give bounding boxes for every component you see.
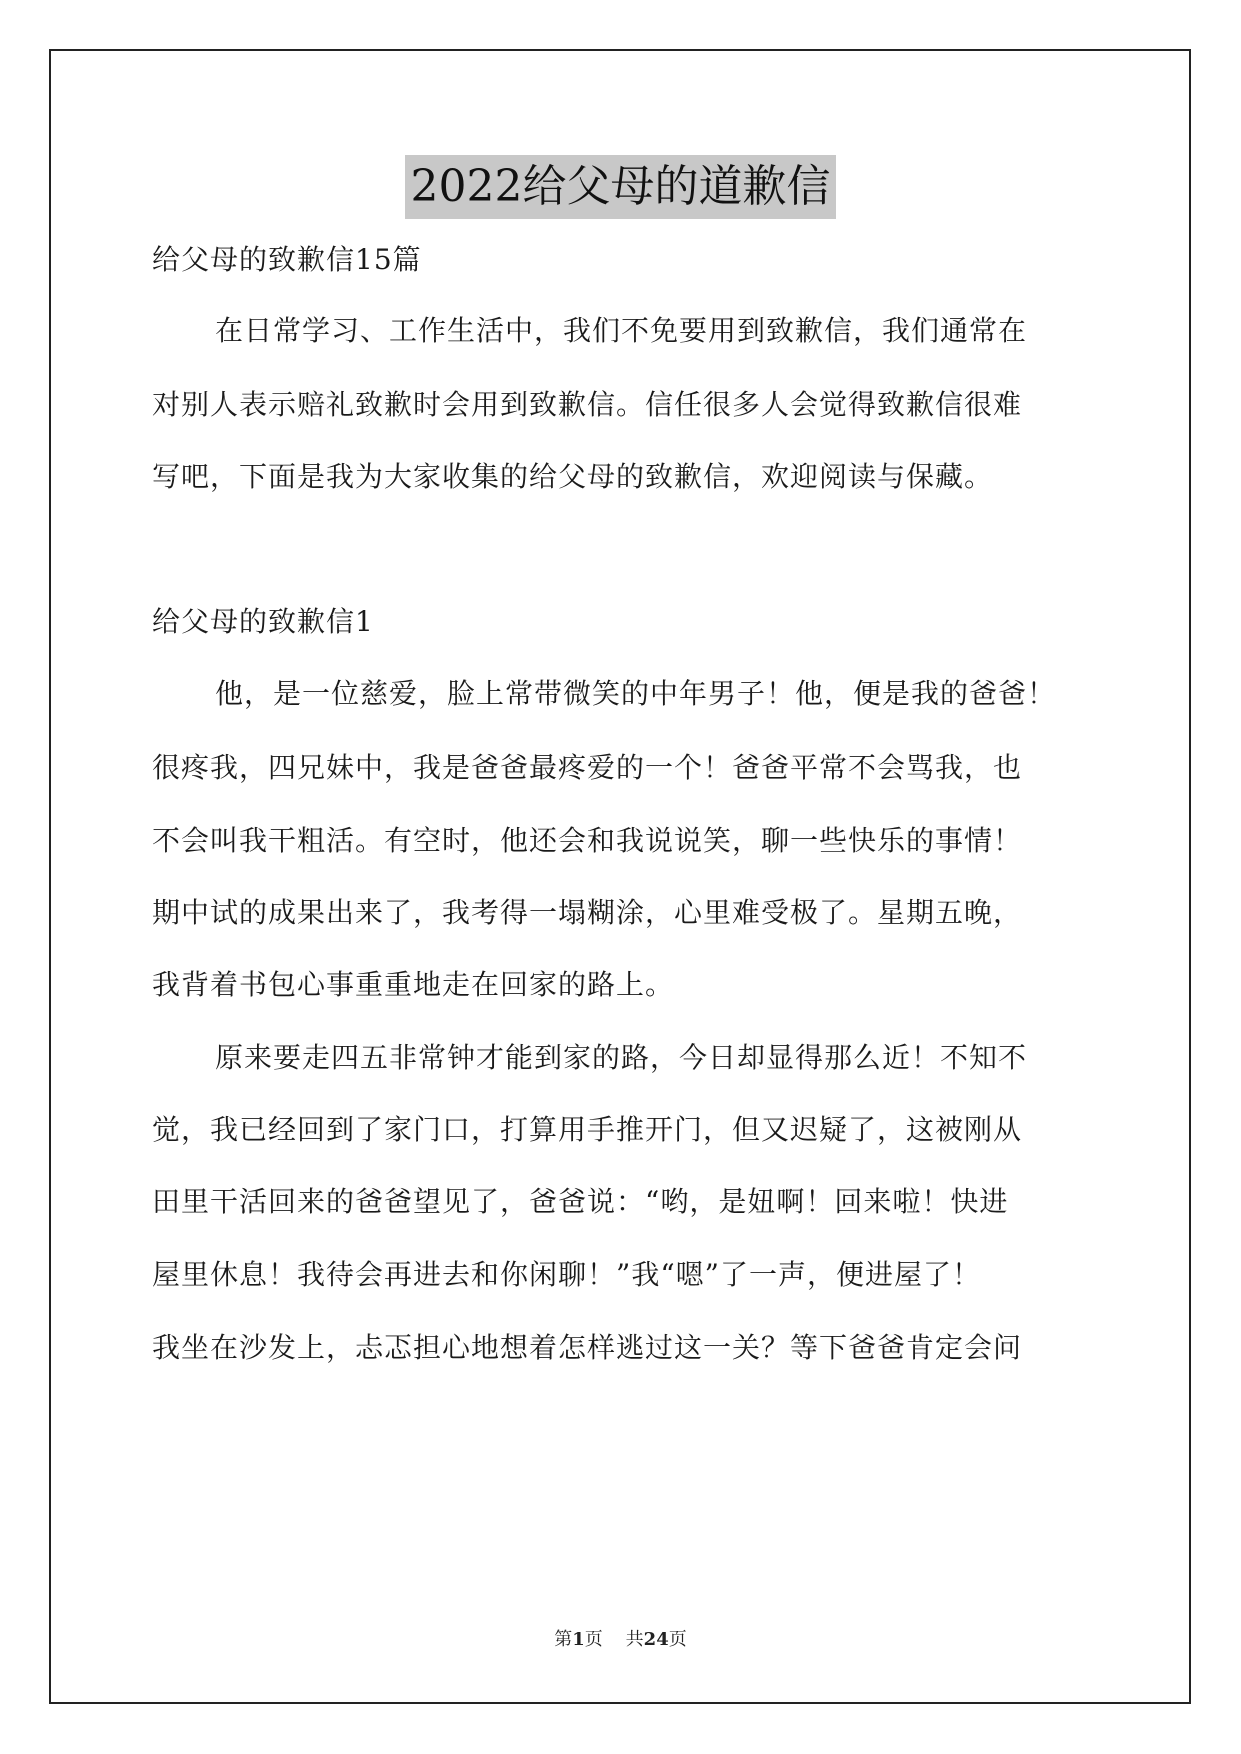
- paragraph2-line-5: 我坐在沙发上，忐忑担心地想着怎样逃过这一关？等下爸爸肯定会问: [152, 1331, 1023, 1364]
- paragraph1-line-4: 期中试的成果出来了，我考得一塌糊涂，心里难受极了。星期五晚，: [152, 896, 1023, 929]
- section-heading: 给父母的致歉信1: [152, 605, 374, 638]
- page-prefix: 第: [554, 1629, 573, 1650]
- page-total: 24: [643, 1629, 669, 1650]
- page-current: 1: [572, 1629, 585, 1650]
- intro-line-3: 写吧，下面是我为大家收集的给父母的致歉信，欢迎阅读与保藏。: [152, 460, 994, 493]
- paragraph2-line-1: 原来要走四五非常钟才能到家的路，今日却显得那么近！不知不: [215, 1041, 1028, 1074]
- page-suffix: 页: [584, 1629, 603, 1650]
- intro-line-1: 在日常学习、工作生活中，我们不免要用到致歉信，我们通常在: [215, 314, 1028, 347]
- paragraph1-line-3: 不会叫我干粗活。有空时，他还会和我说说笑，聊一些快乐的事情！: [152, 824, 1023, 857]
- document-subtitle: 给父母的致歉信15篇: [152, 243, 422, 276]
- page-border: [49, 49, 1191, 1704]
- paragraph2-line-2: 觉，我已经回到了家门口，打算用手推开门，但又迟疑了，这被刚从: [152, 1113, 1023, 1146]
- total-suffix: 页: [668, 1629, 687, 1650]
- document-title: 2022给父母的道歉信: [405, 155, 837, 219]
- page-footer: [0, 1628, 1241, 1652]
- intro-line-2: 对别人表示赔礼致歉时会用到致歉信。信任很多人会觉得致歉信很难: [152, 388, 1023, 421]
- paragraph2-line-4: 屋里休息！我待会再进去和你闲聊！”我“嗯”了一声，便进屋了！: [152, 1258, 981, 1291]
- paragraph1-line-5: 我背着书包心事重重地走在回家的路上。: [152, 968, 675, 1001]
- paragraph1-line-1: 他，是一位慈爱，脸上常带微笑的中年男子！他，便是我的爸爸！: [215, 677, 1057, 710]
- total-prefix: 共: [625, 1629, 644, 1650]
- title-container: [0, 155, 1241, 219]
- paragraph2-line-3: 田里干活回来的爸爸望见了，爸爸说：“哟，是妞啊！回来啦！快进: [152, 1185, 1009, 1218]
- paragraph1-line-2: 很疼我，四兄妹中，我是爸爸最疼爱的一个！爸爸平常不会骂我，也: [152, 751, 1023, 784]
